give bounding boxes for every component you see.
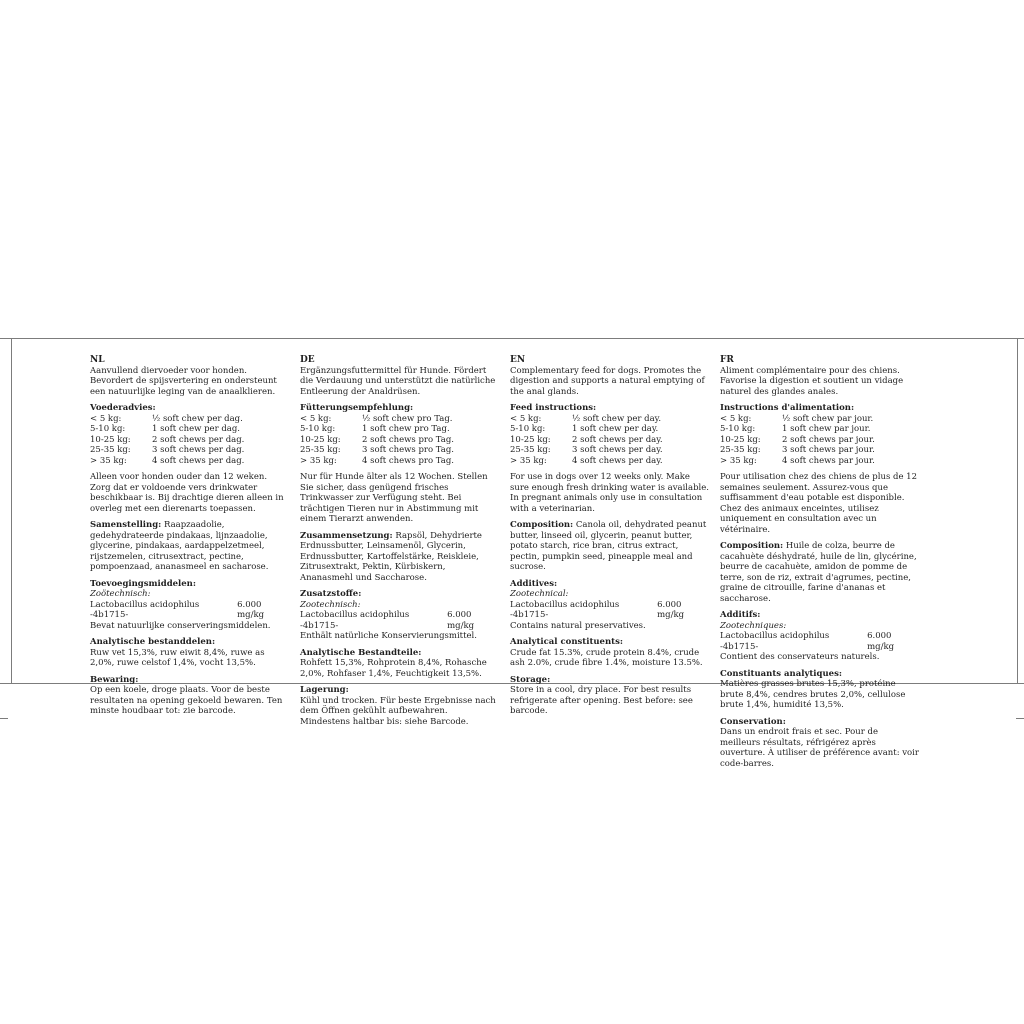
dose: 3 soft chews per dag. [152, 445, 245, 455]
weight-range: > 35 kg: [720, 455, 757, 466]
dose: 1 soft chew per day. [572, 424, 659, 434]
analytical-heading: Analytische bestanddelen: [90, 637, 216, 647]
additive-row [300, 610, 500, 631]
composition [300, 531, 500, 584]
composition [90, 520, 290, 573]
storage-body: Op een koele, droge plaats. Voor de beste resultaten na opening gekoeld bewaren. Ten minste houdbaar tot: zie barcode. [90, 685, 283, 716]
dose: 3 soft chews per day. [572, 445, 663, 455]
label-outline-top [0, 338, 1024, 339]
language-column [720, 355, 920, 769]
label-columns [90, 355, 930, 769]
analytical-heading: Analytische Bestandteile: [300, 647, 422, 658]
weight-range: 25-35 kg: [720, 445, 761, 455]
fold-tick-right [1016, 718, 1024, 719]
dose: ½ soft chew per dag. [152, 413, 243, 424]
dose: 2 soft chews per dag. [152, 434, 245, 445]
storage-body: Kühl und trocken. Für beste Ergebnisse nach dem Öffnen gekühlt aufbewahren. Mindestens haltbar bis: siehe Barcode. [300, 695, 496, 727]
storage-heading: Conservation: [720, 716, 786, 727]
additive-amount: 6.000 mg/kg [657, 599, 685, 620]
feeding-heading: Fütterungsempfehlung: [300, 403, 414, 413]
feeding-row [510, 445, 710, 456]
feeding-heading: Instructions d'alimentation: [720, 403, 855, 413]
feeding-row [720, 424, 920, 435]
weight-range: 10-25 kg: [300, 434, 341, 445]
weight-range: < 5 kg: [90, 413, 122, 424]
product-description: Ergänzungsfuttermittel für Hunde. Fördert die Verdauung und unterstützt die natürliche Entleerung der Analdrüsen. [300, 365, 496, 397]
composition-label: Composition: [720, 541, 784, 551]
analytical-body: Ruw vet 15,3%, ruw eiwit 8,4%, ruwe as 2,0%, ruwe celstof 1,4%, vocht 13,5%. [90, 647, 265, 668]
language-code: DE [300, 355, 315, 365]
composition-body: Raapzaadolie, gedehydrateerde pindakaas, lijnzaadolie, glycerine, pindakaas, aardappelzetmeel, rijstzemelen, citrusextract, pectine, pompoenzaad, ananasmeel en sacharose. [90, 520, 269, 572]
feeding-row [510, 414, 710, 425]
weight-range: < 5 kg: [510, 413, 542, 424]
dose: 4 soft chews pro Tag. [362, 455, 455, 466]
additive-name: Lactobacillus acidophilus -4b1715- [300, 610, 410, 631]
feeding-table [90, 414, 290, 467]
additives-heading: Toevoegingsmiddelen: [90, 578, 196, 589]
language-code: NL [90, 355, 105, 365]
analytical-body: Matières grasses brutes 15,3%, protéine brute 8,4%, cendres brutes 2,0%, cellulose brute 1,4%, humidité 13,5%. [720, 679, 906, 710]
additives-category: Zootechniques: [720, 620, 787, 631]
weight-range: > 35 kg: [510, 455, 547, 466]
feeding-row [510, 435, 710, 446]
composition-label: Composition: [510, 520, 574, 530]
additives-category: Zootechnical: [510, 589, 569, 599]
usage-note: Pour utilisation chez des chiens de plus de 12 semaines seulement. Assurez-vous que suffisamment d'eau potable est disponible. Chez des animaux enceintes, utilisez uniquement en consultation avec un vétérinaire. [720, 472, 917, 535]
additive-name: Lactobacillus acidophilus -4b1715- [510, 599, 620, 620]
additives-category: Zootechnisch: [300, 599, 361, 610]
composition [510, 520, 710, 573]
additive-row [720, 631, 920, 652]
weight-range: 5-10 kg: [510, 424, 546, 434]
feeding-row [90, 445, 290, 456]
feeding-row [510, 424, 710, 435]
weight-range: 5-10 kg: [720, 424, 756, 434]
dose: ½ soft chew per day. [572, 413, 662, 424]
additive-row [90, 600, 290, 621]
weight-range: 10-25 kg: [90, 434, 131, 445]
feeding-heading: Feed instructions: [510, 403, 597, 413]
dose: 1 soft chew pro Tag. [362, 424, 450, 434]
dose: ½ soft chew pro Tag. [362, 413, 453, 424]
analytical-heading: Constituants analytiques: [720, 668, 842, 679]
dose: 3 soft chews pro Tag. [362, 445, 455, 455]
weight-range: > 35 kg: [90, 455, 127, 466]
storage-heading: Lagerung: [300, 685, 349, 695]
dose: 1 soft chew per dag. [152, 424, 240, 434]
additive-name: Lactobacillus acidophilus -4b1715- [720, 631, 830, 652]
analytical-heading: Analytical constituents: [510, 637, 623, 647]
weight-range: 25-35 kg: [90, 445, 131, 455]
storage-body: Dans un endroit frais et sec. Pour de meilleurs résultats, réfrigérez après ouverture. À utiliser de préférence avant: voir code-barres. [720, 727, 919, 769]
weight-range: 5-10 kg: [300, 424, 336, 434]
feeding-row [300, 435, 500, 446]
dose: ½ soft chew par jour. [782, 413, 874, 424]
dose: 2 soft chews pro Tag. [362, 434, 455, 445]
feeding-row [720, 414, 920, 425]
weight-range: 10-25 kg: [720, 434, 761, 445]
feeding-row [90, 414, 290, 425]
additives-heading: Zusatzstoffe: [300, 589, 362, 599]
language-column [90, 355, 290, 769]
feeding-row [300, 414, 500, 425]
product-description: Complementary feed for dogs. Promotes the digestion and supports a natural emptying of the anal glands. [510, 365, 705, 397]
usage-note: Alleen voor honden ouder dan 12 weken. Zorg dat er voldoende vers drinkwater beschikbaar is. Bij drachtige dieren alleen in overleg met een dierenarts toepassen. [90, 472, 284, 514]
feeding-row [300, 445, 500, 456]
product-description: Aliment complémentaire pour des chiens. Favorise la digestion et soutient un vidage naturel des glandes anales. [720, 365, 904, 397]
additive-amount: 6.000 mg/kg [447, 610, 475, 631]
storage-body: Store in a cool, dry place. For best results refrigerate after opening. Best before: see barcode. [510, 685, 693, 716]
language-code: EN [510, 355, 526, 365]
composition-body: Huile de colza, beurre de cacahuète déshydraté, huile de lin, glycérine, beurre de cacahuète, amidon de pomme de terre, son de riz, extrait d'agrumes, pectine, graine de citrouille, farine d'ananas et saccharose. [720, 541, 917, 604]
label-outline-right [1017, 338, 1018, 683]
additives-category: Zoötechnisch: [90, 589, 151, 599]
weight-range: 5-10 kg: [90, 424, 126, 434]
weight-range: > 35 kg: [300, 455, 337, 466]
weight-range: < 5 kg: [720, 413, 752, 424]
feeding-row [720, 435, 920, 446]
feeding-row [90, 435, 290, 446]
feeding-row [720, 445, 920, 456]
feeding-row [510, 456, 710, 467]
additive-amount: 6.000 mg/kg [867, 631, 895, 652]
dose: 4 soft chews par jour. [782, 455, 875, 466]
product-description: Aanvullend diervoeder voor honden. Bevordert de spijsvertering en ondersteunt een natuurlijke leging van de anaalklieren. [90, 365, 277, 397]
feeding-table [510, 414, 710, 467]
preservatives-note: Enthält natürliche Konservierungsmittel. [300, 631, 477, 641]
feeding-row [300, 456, 500, 467]
additives-heading: Additifs: [720, 610, 761, 620]
dose: 3 soft chews par jour. [782, 445, 875, 455]
composition [720, 541, 920, 604]
label-outline-left [11, 338, 12, 683]
feeding-row [300, 424, 500, 435]
additive-name: Lactobacillus acidophilus -4b1715- [90, 599, 200, 620]
analytical-body: Crude fat 15.3%, crude protein 8.4%, crude ash 2.0%, crude fibre 1.4%, moisture 13.5%. [510, 647, 703, 668]
storage-heading: Bewaring: [90, 674, 139, 685]
composition-body: Canola oil, dehydrated peanut butter, linseed oil, glycerin, peanut butter, potato starch, rice bran, citrus extract, pectin, pumpkin seed, pineapple meal and sucrose. [510, 520, 707, 572]
language-column [300, 355, 500, 769]
dose: 2 soft chews per day. [572, 434, 663, 445]
dose: 4 soft chews per day. [572, 455, 663, 466]
composition-label: Zusammensetzung: [300, 530, 393, 541]
weight-range: < 5 kg: [300, 413, 332, 424]
feeding-row [720, 456, 920, 467]
weight-range: 10-25 kg: [510, 434, 551, 445]
additive-row [510, 600, 710, 621]
weight-range: 25-35 kg: [510, 445, 551, 455]
feeding-row [90, 456, 290, 467]
composition-label: Samenstelling: [90, 520, 162, 530]
feeding-table [720, 414, 920, 467]
additives-heading: Additives: [510, 578, 558, 589]
usage-note: Nur für Hunde älter als 12 Wochen. Stellen Sie sicher, dass genügend frisches Trinkwasser zur Verfügung steht. Bei trächtigen Tieren nur in Abstimmung mit einem Tierarzt anwenden. [300, 472, 488, 524]
dose: 2 soft chews par jour. [782, 434, 875, 445]
feeding-row [90, 424, 290, 435]
feeding-heading: Voederadvies: [90, 403, 156, 413]
dose: 4 soft chews per dag. [152, 455, 245, 466]
language-code: FR [720, 355, 734, 365]
analytical-body: Rohfett 15,3%, Rohprotein 8,4%, Rohasche 2,0%, Rohfaser 1,4%, Feuchtigkeit 13,5%. [300, 658, 487, 679]
language-column [510, 355, 710, 769]
storage-heading: Storage: [510, 674, 551, 685]
fold-tick-left [0, 718, 8, 719]
composition-body: Rapsöl, Dehydrierte Erdnussbutter, Leinsamenöl, Glycerin, Erdnussbutter, Kartoffelstärke, Reiskleie, Zitrusextrakt, Pektin, Kürbiskern, Ananasmehl und Saccharose. [300, 530, 482, 583]
preservatives-note: Contains natural preservatives. [510, 620, 646, 631]
preservatives-note: Contient des conservateurs naturels. [720, 652, 880, 662]
usage-note: For use in dogs over 12 weeks only. Make sure enough fresh drinking water is available. In pregnant animals only use in consultation with a veterinarian. [510, 472, 709, 514]
dose: 1 soft chew par jour. [782, 424, 871, 434]
additive-amount: 6.000 mg/kg [237, 599, 265, 620]
weight-range: 25-35 kg: [300, 445, 341, 455]
feeding-table [300, 414, 500, 467]
preservatives-note: Bevat natuurlijke conserveringsmiddelen. [90, 620, 271, 631]
